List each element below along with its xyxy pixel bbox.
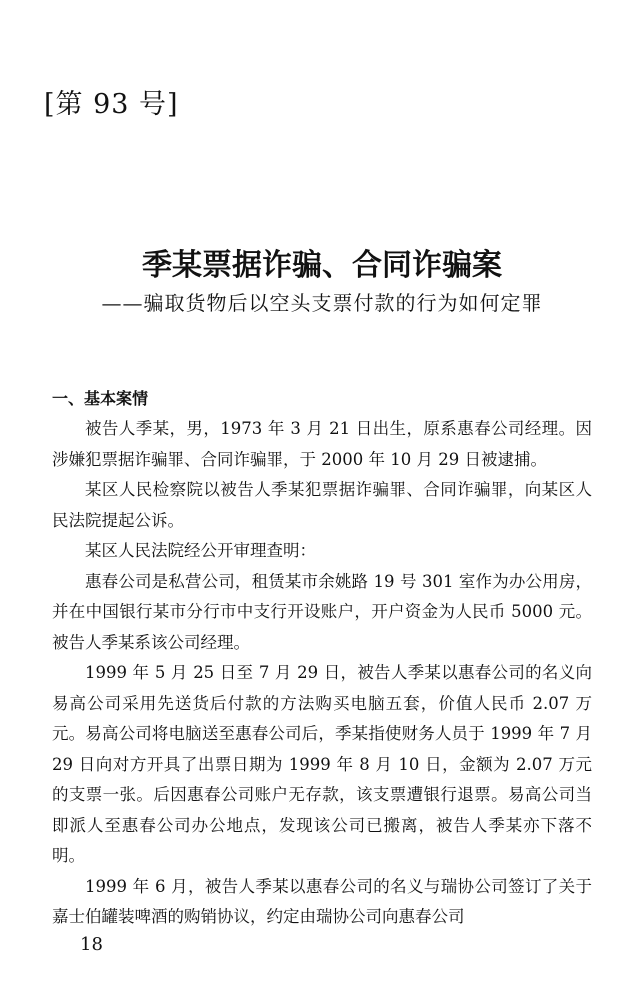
- case-subtitle: ——骗取货物后以空头支票付款的行为如何定罪: [101, 291, 543, 315]
- paragraph: 1999 年 6 月，被告人季某以惠春公司的名义与瑞协公司签订了关于嘉士伯罐装啤酒的购销协议，约定由瑞协公司向惠春公司: [52, 876, 592, 926]
- paragraph: 某区人民法院经公开审理查明：: [85, 541, 316, 560]
- case-title: 季某票据诈骗、合同诈骗案: [142, 248, 502, 283]
- paragraph: 被告人季某，男，1973 年 3 月 21 日出生，原系惠春公司经理。因涉嫌犯票据诈骗罪、合同诈骗罪，于 2000 年 10 月 29 日被逮捕。: [52, 419, 592, 469]
- paragraph: 某区人民检察院以被告人季某犯票据诈骗罪、合同诈骗罪，向某区人民法院提起公诉。: [52, 480, 592, 530]
- page-number: 18: [80, 934, 103, 955]
- section-heading: 一、基本案情: [52, 389, 149, 408]
- case-number: [第 93 号]: [44, 89, 179, 120]
- paragraph: 1999 年 5 月 25 日至 7 月 29 日，被告人季某以惠春公司的名义向易高公司采用先送货后付款的方法购买电脑五套，价值人民币 2.07 万元。易高公司将电脑送至惠春公司后，季某指使财务人员于 1999 年 7 月 29 日向对方开具了出票日期为 1999 年 8 月 10 日，金额为 2.07 万元的支票一张。后因惠春公司账户无存款，该支票遭银行退票。易高公司当即派人至惠春公司办公地点，发现该公司已搬离，被告人季某亦下落不明。: [52, 663, 592, 865]
- document-body: [52, 384, 592, 933]
- paragraph: 惠春公司是私营公司，租赁某市余姚路 19 号 301 室作为办公用房，并在中国银行某市分行市中支行开设账户，开户资金为人民币 5000 元。被告人季某系该公司经理。: [52, 571, 592, 652]
